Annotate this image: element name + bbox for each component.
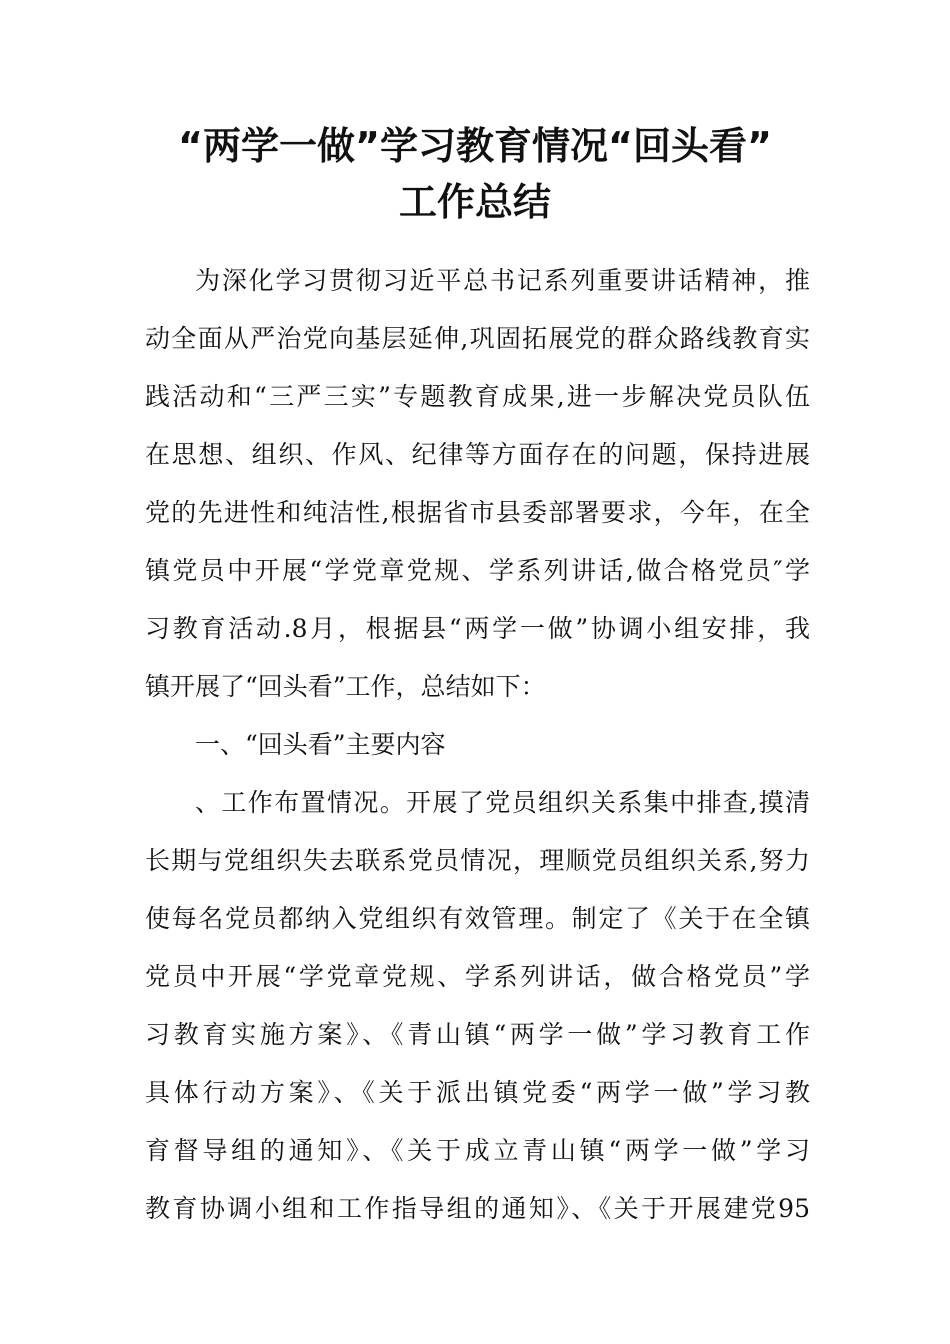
paragraph-1-line: 在思想、组织、作风、纪律等方面存在的问题，保持进展: [145, 440, 810, 469]
document-title: [120, 118, 830, 230]
paragraph-2-line: 教育协调小组和工作指导组的通知》、《关于开展建党95: [145, 1194, 810, 1223]
paragraph-2-line: 、工作布置情况。开展了党员组织关系集中排查,摸清: [195, 788, 810, 817]
section-heading-1: 一、“回头看”主要内容: [195, 730, 446, 759]
paragraph-1-line: 镇党员中开展“学党章党规、学系列讲话,做合格党员″学: [145, 556, 810, 585]
paragraph-1-line: 党的先进性和纯洁性,根据省市县委部署要求，今年，在全: [145, 498, 810, 527]
paragraph-1-line: 习教育活动.8月，根据县“两学一做”协调小组安排，我: [145, 614, 810, 643]
paragraph-2-line: 育督导组的通知》、《关于成立青山镇“两学一做”学习: [145, 1136, 810, 1165]
paragraph-2-line: 具体行动方案》、《关于派出镇党委“两学一做”学习教: [145, 1078, 810, 1107]
paragraph-2-line: 习教育实施方案》、《青山镇“两学一做”学习教育工作: [145, 1020, 810, 1049]
paragraph-2-line: 长期与党组织失去联系党员情况，理顺党员组织关系,努力: [145, 846, 810, 875]
document-body: [145, 261, 810, 1247]
title-line-1: “两学一做”学习教育情况“回头看”: [178, 124, 772, 168]
paragraph-1-line: 镇开展了“回头看”工作，总结如下：: [145, 672, 546, 701]
paragraph-1-line: 动全面从严治党向基层延伸,巩固拓展党的群众路线教育实: [145, 324, 810, 353]
paragraph-1-line: 践活动和“三严三实”专题教育成果,进一步解决党员队伍: [145, 382, 810, 411]
paragraph-2-line: 使每名党员都纳入党组织有效管理。制定了《关于在全镇: [145, 904, 810, 933]
title-line-2: 工作总结: [398, 180, 551, 224]
paragraph-2-line: 党员中开展“学党章党规、学系列讲话，做合格党员”学: [145, 962, 810, 991]
paragraph-1-line: 为深化学习贯彻习近平总书记系列重要讲话精神，推: [195, 266, 810, 295]
